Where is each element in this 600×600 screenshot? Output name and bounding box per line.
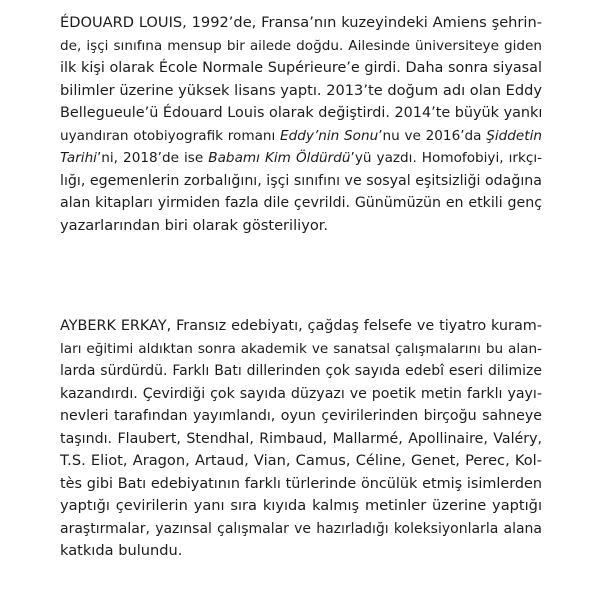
text-run: lığı, egemenlerin zorbalığını, işçi sınıfını ve sosyal eşitsizliği odağına xyxy=(60,172,542,189)
book-title: Eddy’nin Sonu xyxy=(280,127,379,144)
text-line xyxy=(60,473,542,496)
text-run: alan kitapları yirmiden fazla dile çevrildi. Günümüzün en etkili genç xyxy=(60,195,542,211)
author-biography xyxy=(60,12,542,237)
text-run: Bellegueule’ü Édouard Louis olarak değiştirdi. 2014’te büyük yankı xyxy=(60,105,543,121)
text-run: larda sürdürdü. Farklı Batı dillerinden çok sayıda edebî eseri dilimize xyxy=(60,363,542,379)
text-run: AYBERK ERKAY, Fransız edebiyatı, çağdaş felsefe ve tiyatro kuram- xyxy=(60,318,542,334)
text-line xyxy=(60,215,542,238)
text-line xyxy=(60,450,542,473)
text-run: araştırmalar, yazınsal çalışmalar ve hazırladığı koleksiyonlarla alana xyxy=(60,520,542,537)
text-line xyxy=(60,360,542,383)
text-run: tès gibi Batı edebiyatının farklı türlerinde öncülük etmiş isimlerden xyxy=(60,475,542,492)
text-run: T.S. Eliot, Aragon, Artaud, Vian, Camus, Céline, Genet, Perec, Kol- xyxy=(60,452,542,469)
text-run: de, işçi sınıfına mensup bir ailede doğdu. Ailesinde üniversiteye giden xyxy=(60,37,542,54)
translator-biography xyxy=(60,315,542,563)
text-run: ÉDOUARD LOUIS, 1992’de, Fransa’nın kuzeyindeki Amiens şehrin- xyxy=(60,14,542,31)
text-run: yaptığı çevirilerin yanı sıra kıyıda kalmış metinler üzerine yaptığı xyxy=(60,497,542,514)
text-run: taşındı. Flaubert, Stendhal, Rimbaud, Mallarmé, Apollinaire, Valéry, xyxy=(60,430,542,447)
text-line xyxy=(60,170,542,193)
text-run: yazarlarından biri olarak gösteriliyor. xyxy=(60,216,329,234)
text-run: nevleri tarafından yayımlandı, oyun çevirilerinden birçoğu sahneye xyxy=(60,408,542,424)
text-line xyxy=(60,540,542,563)
text-run: bilimler üzerine yüksek lisans yaptı. 2013’te doğum adı olan Eddy xyxy=(60,81,542,99)
book-title: Şiddetin xyxy=(486,127,542,144)
text-run: katkıda bulundu. xyxy=(60,542,183,559)
text-line xyxy=(60,80,542,103)
text-line xyxy=(60,35,542,58)
text-run: ’yü yazdı. Homofobiyi, ırkçı- xyxy=(350,150,542,166)
book-title: Babamı Kim Öldürdü xyxy=(208,150,351,166)
text-line xyxy=(60,125,542,148)
text-line xyxy=(60,102,542,125)
text-line xyxy=(60,383,542,406)
text-line xyxy=(60,12,542,35)
text-run: ları eğitimi aldıktan sonra akademik ve sanatsal çalışmalarını bu alan- xyxy=(60,340,542,357)
text-line xyxy=(60,405,542,428)
text-line xyxy=(60,57,542,80)
text-line xyxy=(60,147,542,170)
text-line xyxy=(60,518,542,541)
text-line xyxy=(60,338,542,361)
text-line xyxy=(60,315,542,338)
text-run: kazandırdı. Çevirdiği çok sayıda düzyazı ve poetik metin farklı yayı- xyxy=(60,385,542,402)
book-page xyxy=(60,0,542,600)
book-title: Tarihi xyxy=(60,150,97,166)
text-run: uyandıran otobiyografik romanı xyxy=(60,127,281,144)
text-line xyxy=(60,495,542,518)
text-run: ilk kişi olarak École Normale Supérieure’e girdi. Daha sonra siyasal xyxy=(60,60,542,76)
text-line xyxy=(60,192,542,215)
text-run: ’nu ve 2016’da xyxy=(378,127,487,144)
text-line xyxy=(60,428,542,451)
text-run: ’ni, 2018’de ise xyxy=(96,150,209,166)
